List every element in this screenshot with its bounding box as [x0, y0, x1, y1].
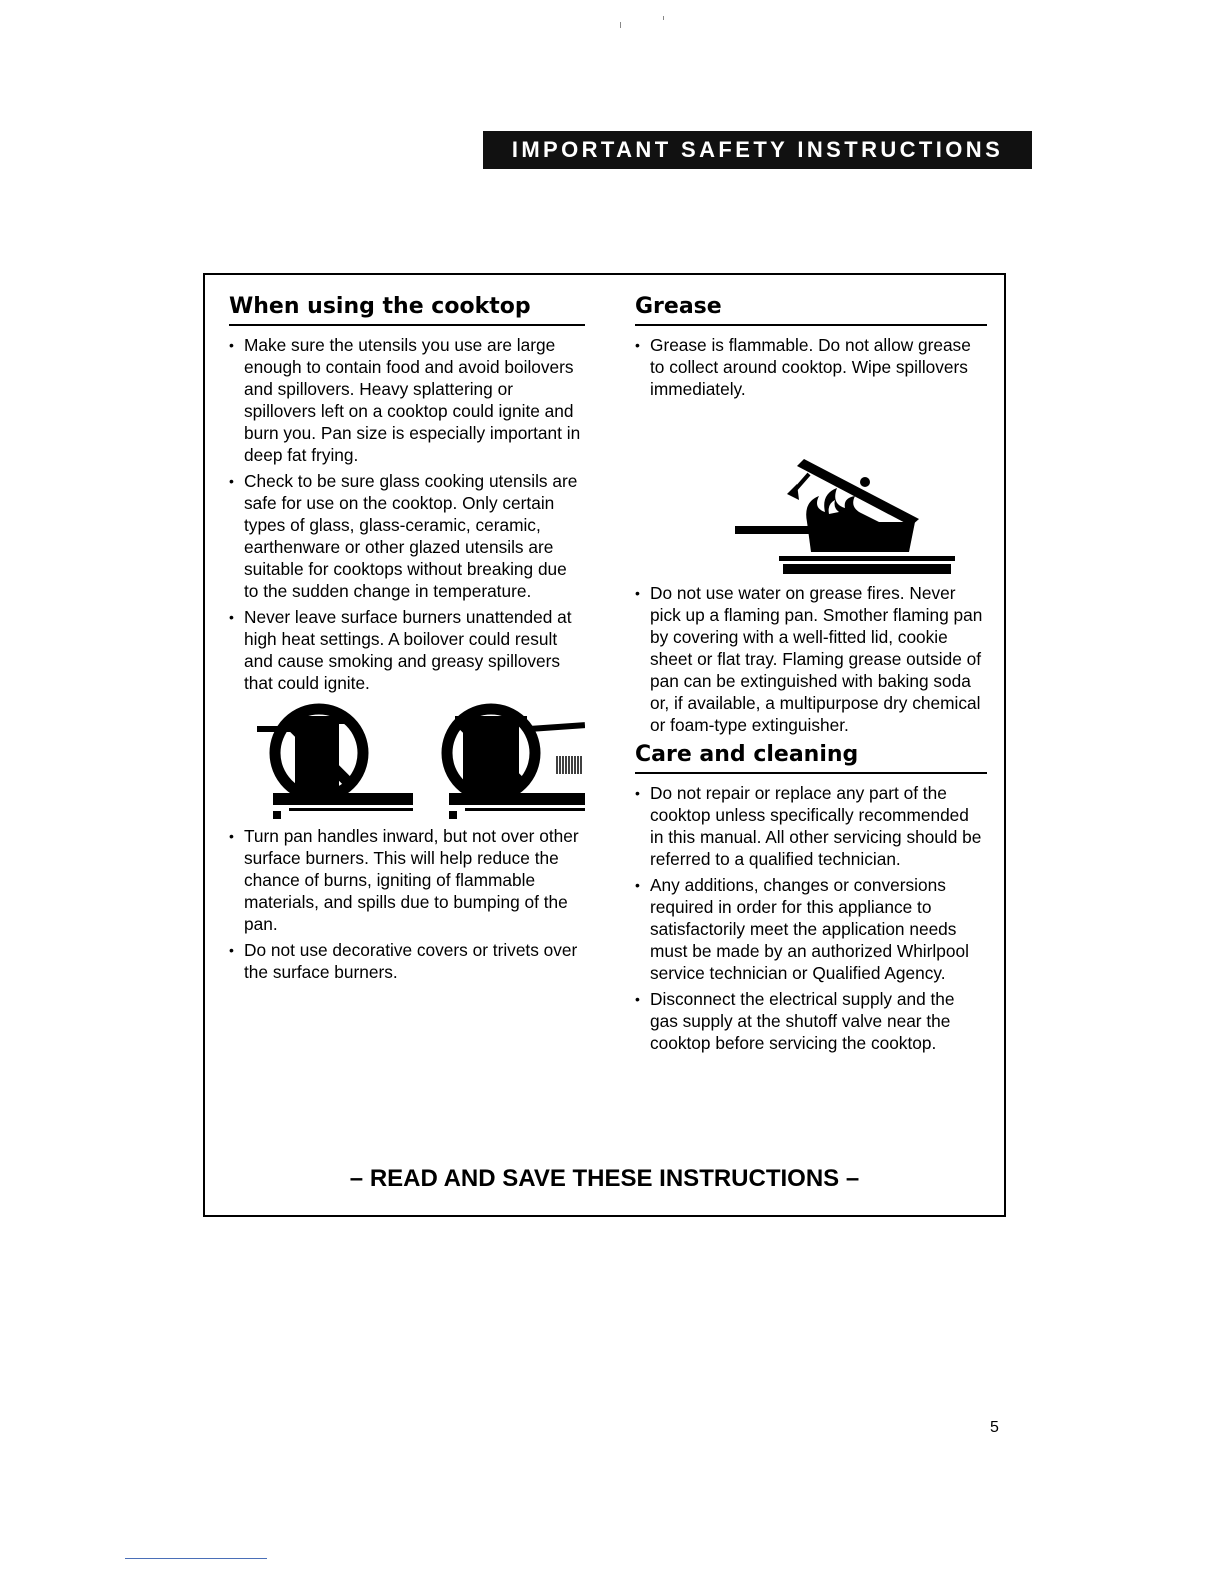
- cooktop-section: [229, 292, 585, 987]
- care-heading: Care and cleaning: [635, 740, 987, 774]
- cooktop-item: • Check to be sure glass cooking utensils are safe for use on the cooktop. Only certain types of glass, glass-ceramic, ceramic, earthenware or other glazed utensils are suitable for cooktops without breaking due to the sudden change in temperature.: [229, 470, 585, 602]
- grease-list: [635, 334, 987, 400]
- care-list: [635, 782, 987, 1054]
- footer-rule: [125, 1558, 267, 1559]
- cooktop-list-continued: [229, 825, 585, 983]
- scan-speck: [663, 16, 664, 20]
- cooktop-item: • Turn pan handles inward, but not over other surface burners. This will help reduce the chance of burns, igniting of flammable materials, and spills due to bumping of the pan.: [229, 825, 585, 935]
- care-item: • Disconnect the electrical supply and the gas supply at the shutoff valve near the cooktop before servicing the cooktop.: [635, 988, 987, 1054]
- cooktop-item: • Never leave surface burners unattended at high heat settings. A boilover could result and cause smoking and greasy spillovers that could ignite.: [229, 606, 585, 694]
- pan-handle-over-burner-icon: [447, 709, 585, 819]
- cooktop-item: • Make sure the utensils you use are large enough to contain food and avoid boilovers and spillovers. Heavy splattering or spillovers left on a cooktop could ignite and burn you. Pan size is especially important in deep fat frying.: [229, 334, 585, 466]
- safety-banner: IMPORTANT SAFETY INSTRUCTIONS: [483, 131, 1032, 169]
- scan-speck: [620, 22, 621, 28]
- cooktop-heading: When using the cooktop: [229, 292, 585, 326]
- flaming-pan-lid-icon: [735, 459, 955, 574]
- grease-care-column: [635, 292, 987, 1058]
- cooktop-item: • Do not use decorative covers or trivets over the surface burners.: [229, 939, 585, 983]
- grease-item: • Do not use water on grease fires. Never pick up a flaming pan. Smother flaming pan by covering with a well-fitted lid, cookie sheet or flat tray. Flaming grease outside of pan can be extinguished with baking soda or, if available, a multipurpose dry chemical or foam-type extinguisher.: [635, 582, 987, 736]
- cooktop-list: [229, 334, 585, 694]
- page-number: 5: [990, 1419, 999, 1436]
- care-item: • Any additions, changes or conversions required in order for this appliance to satisfactorily meet the application needs must be made by an authorized Whirlpool service technician or Qualified Agency.: [635, 874, 987, 984]
- grease-list-continued: [635, 582, 987, 736]
- grease-fire-illustration: [679, 404, 1031, 574]
- pan-handle-illustration: [229, 698, 585, 823]
- read-save-notice: – READ AND SAVE THESE INSTRUCTIONS –: [349, 1165, 860, 1192]
- grease-item: • Grease is flammable. Do not allow grease to collect around cooktop. Wipe spillovers immediately.: [635, 334, 987, 400]
- pan-handle-out-icon: [257, 709, 413, 819]
- grease-heading: Grease: [635, 292, 987, 326]
- care-item: • Do not repair or replace any part of the cooktop unless specifically recommended in this manual. All other servicing should be referred to a qualified technician.: [635, 782, 987, 870]
